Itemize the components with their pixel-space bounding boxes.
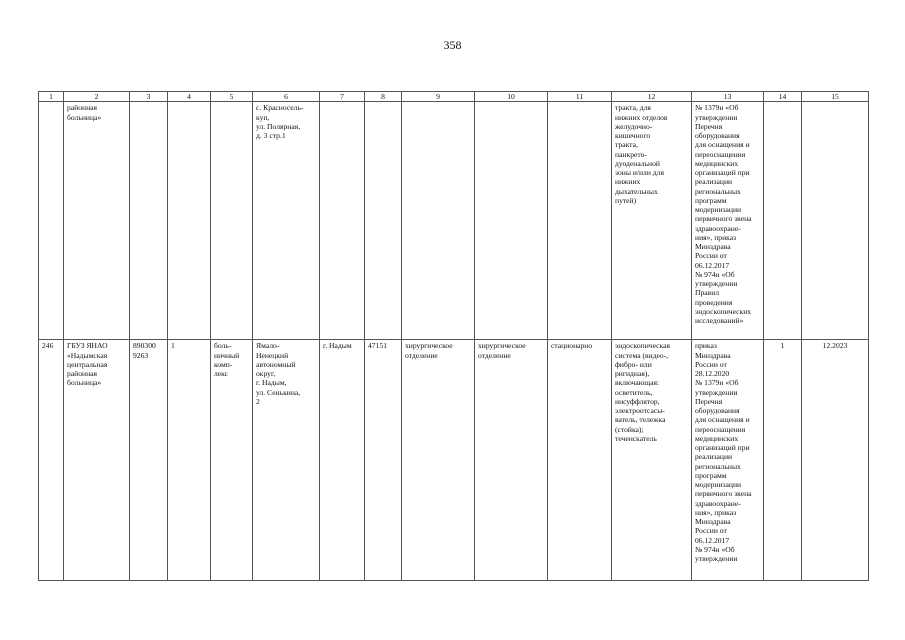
cell-count (168, 102, 211, 340)
cell-date (802, 102, 869, 340)
cell-care-form (548, 102, 612, 340)
cell-equipment: эндоскопическая система (видео-, фибро- или ригидная), включающая: осветитель, инсуффлятор, электроотсасы- ватель, тележка (стойка); теченскатель (612, 340, 692, 581)
column-number: 6 (253, 92, 320, 102)
column-number: 14 (764, 92, 802, 102)
column-number-row (39, 92, 869, 102)
column-number: 9 (402, 92, 475, 102)
cell-number: 246 (39, 340, 64, 581)
equipment-table (38, 91, 869, 581)
cell-subdivision: хирургическое отделение (475, 340, 548, 581)
cell-building-type (211, 102, 253, 340)
cell-count: 1 (168, 340, 211, 581)
table-row (39, 340, 869, 581)
cell-city (320, 102, 365, 340)
cell-oktmo: 47151 (365, 340, 402, 581)
cell-organization: ГБУЗ ЯНАО «Надымская центральная районная больница» (64, 340, 130, 581)
column-number: 4 (168, 92, 211, 102)
cell-department (402, 102, 475, 340)
cell-care-form: стационарно (548, 340, 612, 581)
column-number: 7 (320, 92, 365, 102)
cell-department: хирургическое отделение (402, 340, 475, 581)
cell-quantity (764, 102, 802, 340)
column-number: 1 (39, 92, 64, 102)
cell-oktmo (365, 102, 402, 340)
column-number: 13 (692, 92, 764, 102)
cell-inn (130, 102, 168, 340)
cell-number (39, 102, 64, 340)
cell-address: с. Красносель- куп, ул. Полярная, д. 3 стр.1 (253, 102, 320, 340)
table-row-continued (39, 102, 869, 340)
cell-date: 12.2023 (802, 340, 869, 581)
column-number: 10 (475, 92, 548, 102)
cell-equipment: тракта, для нижних отделов желудочно- кишечного тракта, панкрето- дуоденальной зоны и/или для нижних дыхательных путей) (612, 102, 692, 340)
column-number: 2 (64, 92, 130, 102)
column-number: 15 (802, 92, 869, 102)
cell-regulation: приказ Минздрава России от 28.12.2020 № 1379н «Об утверждении Перечня оборудования для оснащения и переоснащения медицинских организаций при реализации региональных программ модернизации первичного звена здравоохране- ния», приказ Минздрава России от 06.12.2017 № 974н «Об утверждении (692, 340, 764, 581)
cell-address: Ямало- Ненецкий автономный округ, г. Надым, ул. Сенькина, 2 (253, 340, 320, 581)
column-number: 3 (130, 92, 168, 102)
cell-inn: 890300 9263 (130, 340, 168, 581)
cell-organization: районная больница» (64, 102, 130, 340)
column-number: 5 (211, 92, 253, 102)
cell-regulation: № 1379н «Об утверждении Перечня оборудования для оснащения и переоснащения медицинских организаций при реализации региональных программ модернизации первичного звена здравоохране- ния», приказ Минздрава России от 06.12.2017 № 974н «Об утверждении Правил проведения эндоскопических исследований» (692, 102, 764, 340)
page-number: 358 (443, 38, 462, 52)
column-number: 12 (612, 92, 692, 102)
column-number: 11 (548, 92, 612, 102)
cell-quantity: 1 (764, 340, 802, 581)
cell-city: г. Надым (320, 340, 365, 581)
column-number: 8 (365, 92, 402, 102)
cell-building-type: боль- ничный комп- лекс (211, 340, 253, 581)
cell-subdivision (475, 102, 548, 340)
